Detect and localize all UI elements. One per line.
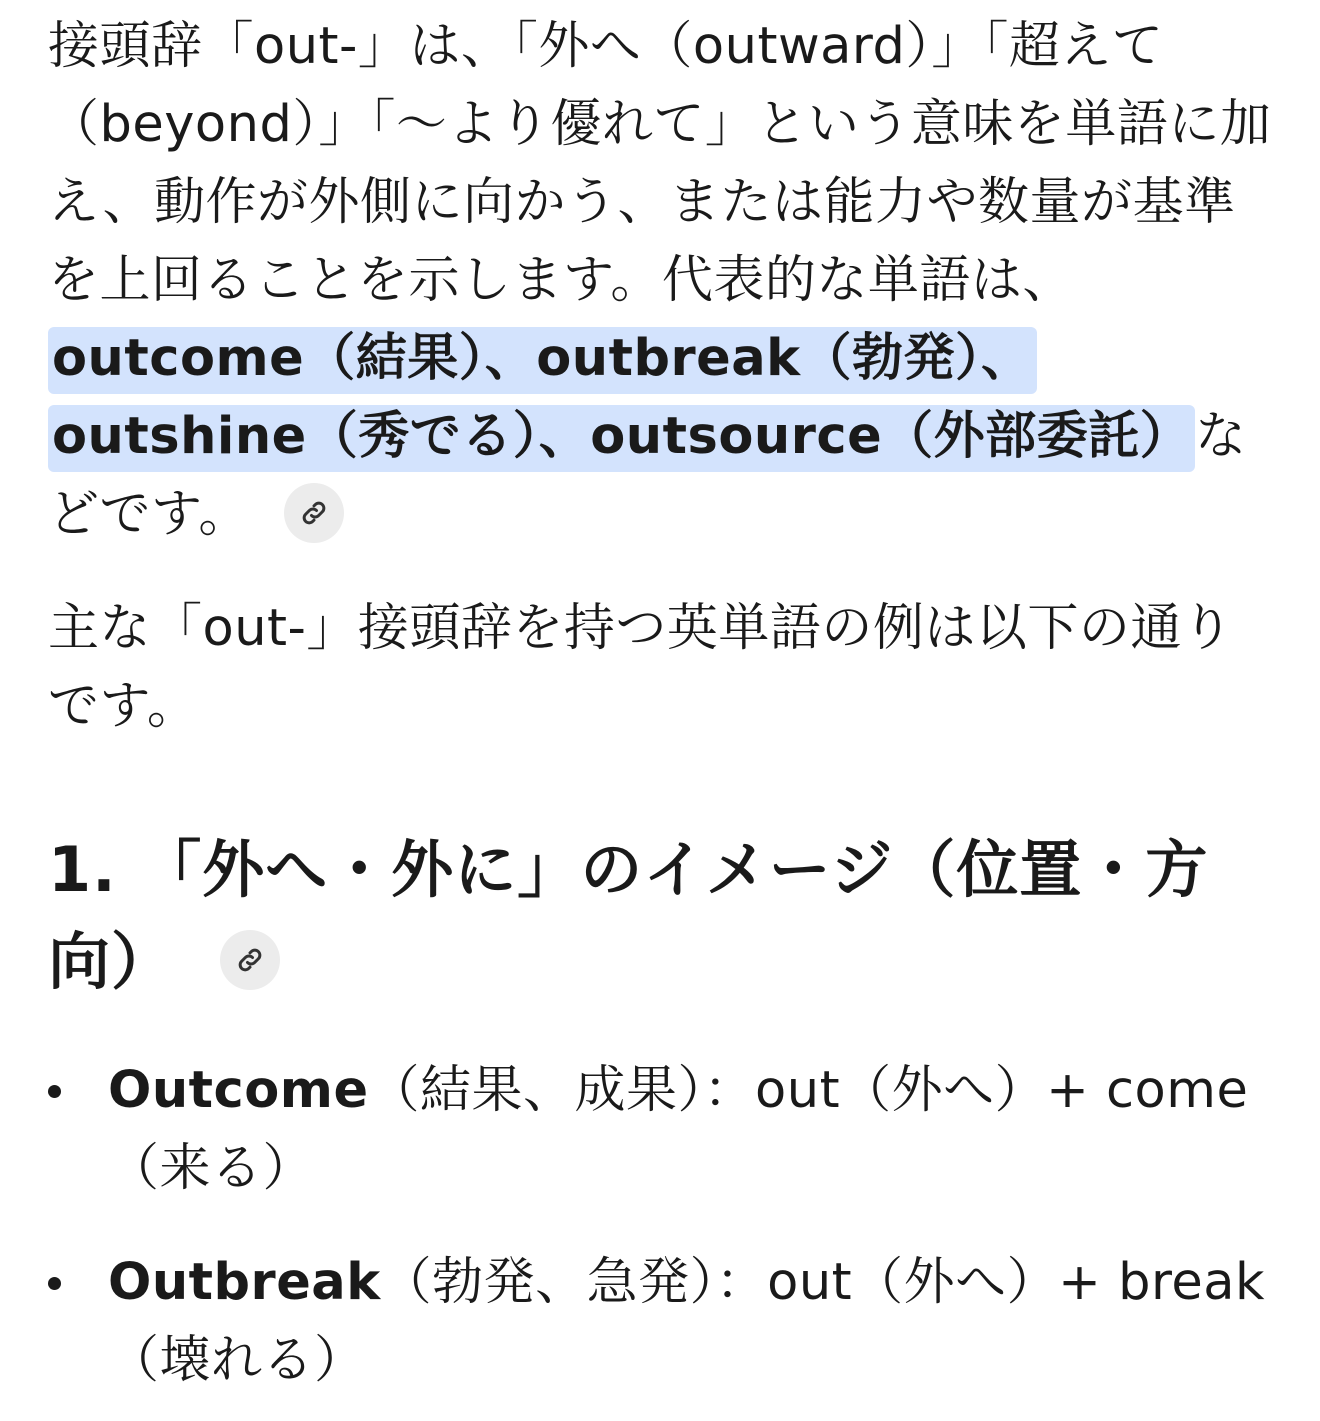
answer-content xyxy=(48,8,1284,1400)
list-item xyxy=(48,1244,1284,1400)
bullet-icon xyxy=(48,1277,61,1290)
list-item xyxy=(48,1052,1284,1208)
list-item-term: Outbreak xyxy=(108,1253,381,1312)
highlighted-examples: outcome（結果）、outbreak（勃発）、outshine（秀でる）、outsource（外部委託） xyxy=(48,327,1195,472)
section-heading-text: 1. 「外へ・外に」のイメージ（位置・方向） xyxy=(48,833,1209,998)
source-link-button[interactable] xyxy=(284,483,344,543)
heading-link-button[interactable] xyxy=(220,930,280,990)
intro-paragraph xyxy=(48,8,1284,554)
link-icon xyxy=(235,945,265,975)
section-heading xyxy=(48,824,1284,1008)
example-list xyxy=(48,1052,1284,1400)
list-item-description: （結果、成果）：out（外へ）+ come（来る） xyxy=(108,1061,1249,1198)
examples-intro: 主な「out-」接頭辞を持つ英単語の例は以下の通りです。 xyxy=(48,599,1234,736)
list-item-term: Outcome xyxy=(108,1061,369,1120)
intro-text-after: などです。 xyxy=(48,407,1247,544)
link-icon xyxy=(299,498,329,528)
intro-text-before: 接頭辞「out-」は、「外へ（outward）」「超えて（beyond）」「～より優れて」という意味を単語に加え、動作が外側に向かう、または能力や数量が基準を上回ることを示します。代表的な単語は、 xyxy=(48,17,1272,310)
bullet-icon xyxy=(48,1085,61,1098)
list-item-description: （勃発、急発）：out（外へ）+ break（壊れる） xyxy=(108,1253,1265,1390)
